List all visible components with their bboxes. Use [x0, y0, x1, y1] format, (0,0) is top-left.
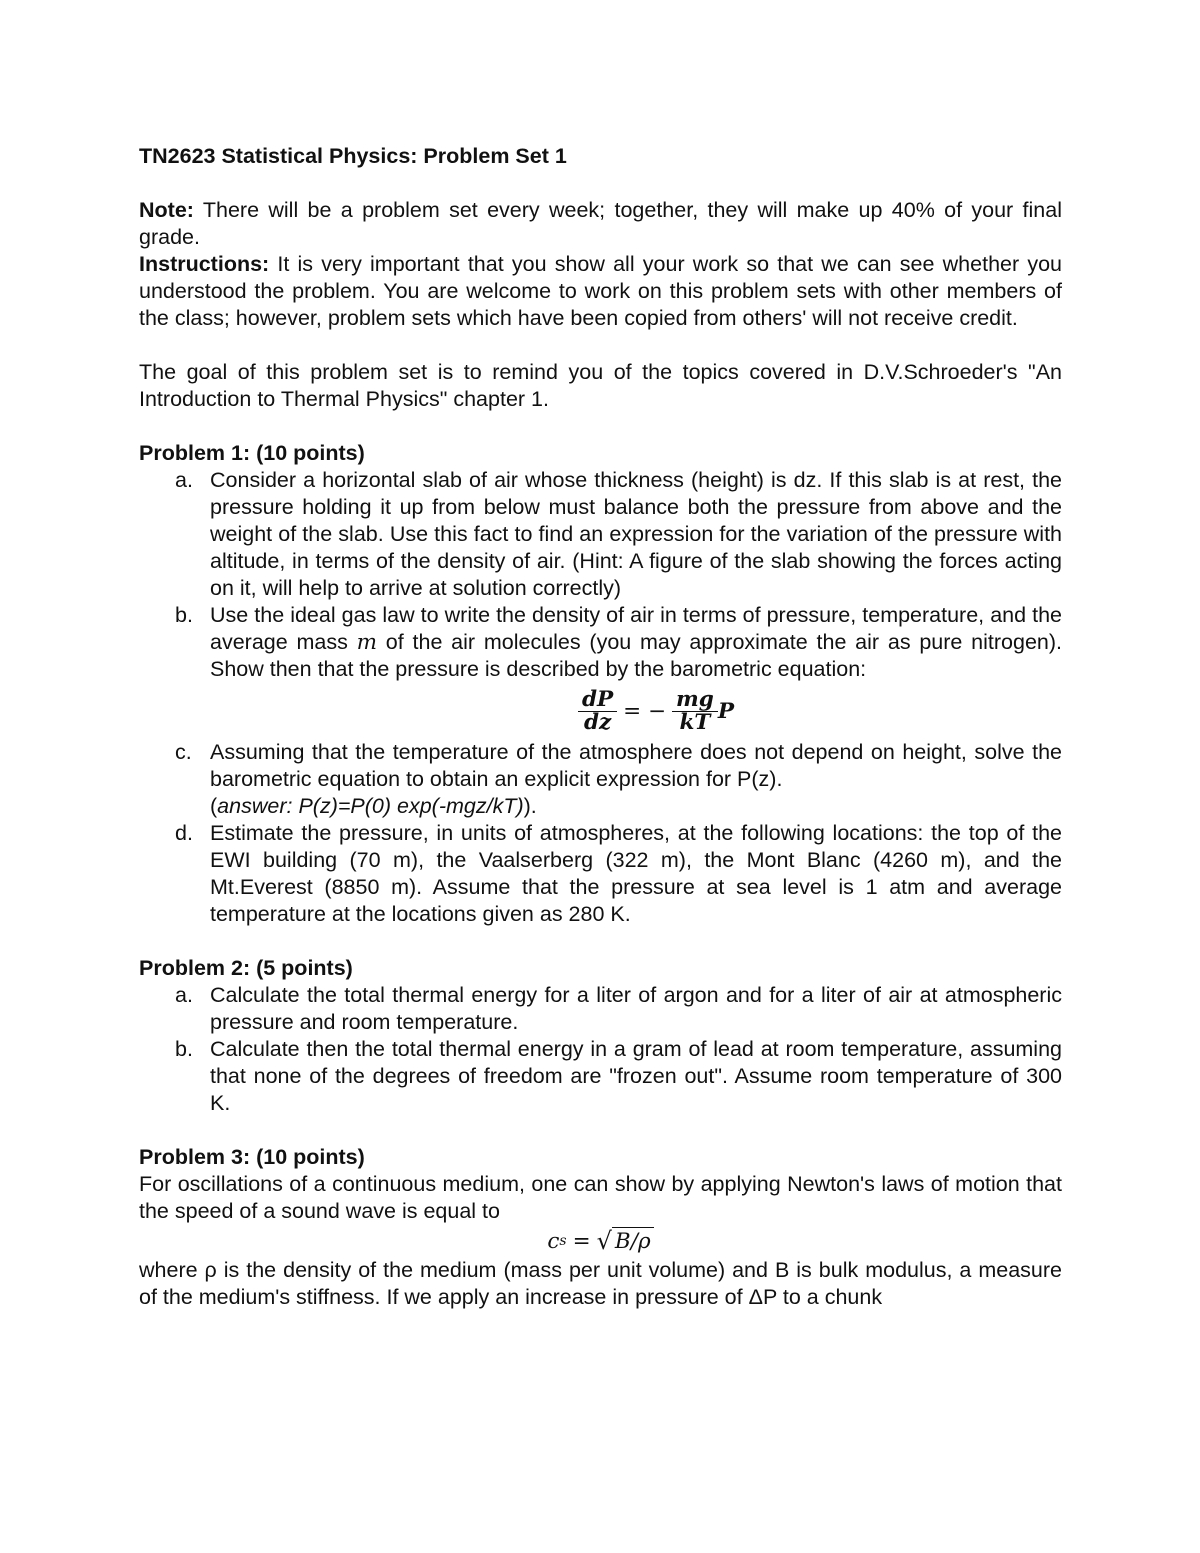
answer-expression: P(z)=P(0) exp(-mgz/kT)	[292, 794, 524, 818]
problem3-body: where ρ is the density of the medium (mass per unit volume) and B is bulk modulus, a measure of the medium's stiffness. If we apply an increase in pressure of ΔP to a chunk	[139, 1258, 1062, 1309]
barometric-equation	[250, 683, 1062, 739]
fraction-mg-kt	[672, 686, 718, 735]
document-body	[139, 143, 1062, 1311]
spacer	[139, 1117, 1062, 1144]
problem1-item-c	[139, 739, 1062, 820]
fraction-numerator: dP	[578, 689, 617, 712]
answer-open: (	[210, 794, 218, 818]
problem1-item-b	[139, 602, 1062, 739]
sound-speed-equation	[139, 1225, 1062, 1257]
equals-sign: = −	[623, 698, 667, 724]
problem2-heading: Problem 2: (5 points)	[139, 956, 353, 980]
problem2-item-a	[139, 982, 1062, 1036]
item-text: Consider a horizontal slab of air whose thickness (height) is dz. If this slab is at rest, the pressure holding it up from below must balance both the pressure from above and the weight of the slab. Use this fact to find an expression for the variation of the pressure with altitude, in terms of the density of air. (Hint: A figure of the slab showing the forces acting on it, will help to arrive at solution correctly)	[210, 468, 1062, 600]
spacer	[139, 170, 1062, 197]
item-label: b.	[175, 603, 193, 627]
eq-subscript: s	[559, 1232, 567, 1249]
item-text: Calculate the total thermal energy for a liter of argon and for a liter of air at atmospheric pressure and room temperature.	[210, 983, 1062, 1034]
equals-sign: =	[572, 1228, 591, 1254]
fraction-numerator: mg	[672, 689, 718, 712]
problem1-heading: Problem 1: (10 points)	[139, 441, 365, 465]
problem1-list	[139, 467, 1062, 928]
item-text: of the air molecules (you may approximate the air as pure nitrogen). Show then that the pressure is described by the barometric equation:	[210, 630, 1062, 681]
spacer	[139, 928, 1062, 955]
spacer	[139, 413, 1062, 440]
problem1-item-d	[139, 820, 1062, 928]
instructions-text: It is very important that you show all your work so that we can see whether you understood the problem. You are welcome to work on this problem sets with other members of the class; however, problem sets which have been copied from others' will not receive credit.	[139, 252, 1062, 330]
fraction-dp-dz	[578, 686, 617, 735]
fraction-denominator: kT	[679, 709, 711, 735]
instructions-label: Instructions:	[139, 252, 270, 276]
goal-paragraph: The goal of this problem set is to remind you of the topics covered in D.V.Schroeder's "An Introduction to Thermal Physics" chapter 1.	[139, 360, 1062, 411]
problem1-item-a	[139, 467, 1062, 602]
item-label: a.	[175, 468, 193, 492]
problem3-intro: For oscillations of a continuous medium, one can show by applying Newton's laws of motion that the speed of a sound wave is equal to	[139, 1172, 1062, 1223]
sqrt-symbol: √	[596, 1226, 612, 1255]
problem2-item-b	[139, 1036, 1062, 1117]
item-label: b.	[175, 1037, 193, 1061]
answer-close: ).	[523, 794, 537, 818]
note-text: There will be a problem set every week; together, they will make up 40% of your final grade.	[139, 198, 1062, 249]
note-paragraph	[139, 197, 1062, 251]
fraction-denominator: dz	[583, 709, 612, 735]
item-label: a.	[175, 983, 193, 1007]
item-text: Calculate then the total thermal energy in a gram of lead at room temperature, assuming that none of the degrees of freedom are "frozen out". Assume room temperature of 300 K.	[210, 1037, 1062, 1115]
item-text: Estimate the pressure, in units of atmospheres, at the following locations: the top of the EWI building (70 m), the Vaalserberg (322 m), the Mont Blanc (4260 m), and the Mt.Everest (8850 m). Assume that the pressure at sea level is 1 atm and average temperature at the locations given as 280 K.	[210, 821, 1062, 926]
item-label: c.	[175, 740, 192, 764]
equation-tail: P	[717, 698, 735, 724]
problem2-list	[139, 982, 1062, 1117]
page-title: TN2623 Statistical Physics: Problem Set 1	[139, 144, 567, 168]
eq-lhs: c	[547, 1228, 560, 1254]
sqrt-radicand: B/ρ	[612, 1227, 654, 1255]
note-label: Note:	[139, 198, 194, 222]
answer-label: answer:	[217, 794, 293, 818]
item-text: Assuming that the temperature of the atmosphere does not depend on height, solve the barometric equation to obtain an explicit expression for P(z).	[210, 740, 1062, 791]
item-label: d.	[175, 821, 193, 845]
instructions-paragraph	[139, 251, 1062, 332]
spacer	[139, 332, 1062, 359]
item-text: Use the ideal gas law to write the density of air in terms of pressure, temperature, and the average mass	[210, 603, 1062, 654]
mass-variable: m	[356, 630, 378, 655]
problem3-heading: Problem 3: (10 points)	[139, 1145, 365, 1169]
